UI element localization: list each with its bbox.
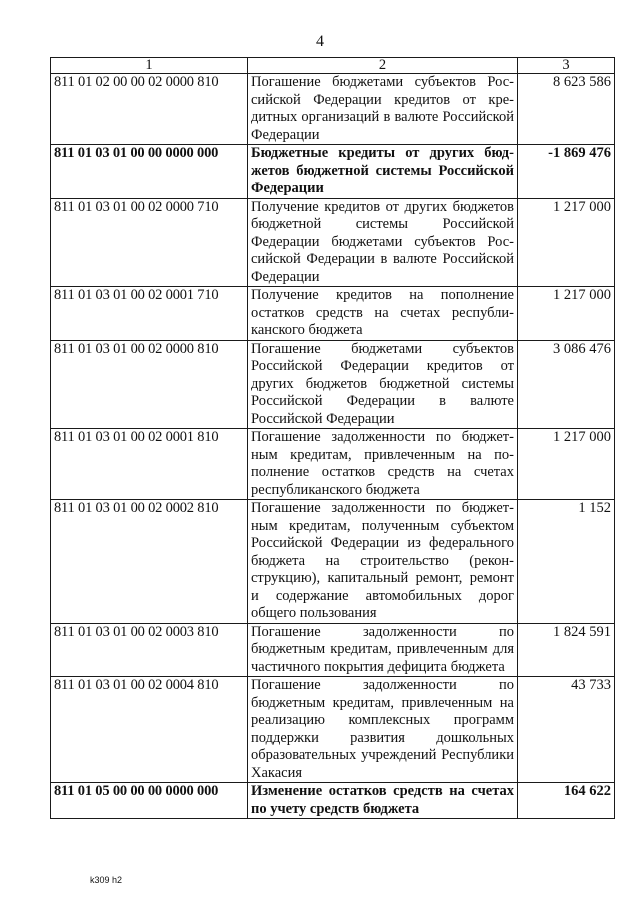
code-cell: 811 01 05 00 00 00 0000 000 — [51, 783, 248, 819]
description-cell: Погашение задолженности по бюджетным кредитам, привлеченным на пополнение остатков средств на счетах республиканского бюджета — [248, 429, 518, 500]
code-cell: 811 01 03 01 00 02 0002 810 — [51, 500, 248, 624]
description-cell: Погашение задолженности по бюджетным кредитам, полученным субъектом Российской Федерации из федерального бюджета на строительство (реконструкцию), капитальный ремонт, ремонт и содержание автомобильных дорог общего пользования — [248, 500, 518, 624]
description-cell: Погашение задолженности по бюджетным кредитам, привлеченным для частичного покрытия дефицита бюджета — [248, 623, 518, 677]
table-header-row — [51, 58, 615, 74]
page-number: 4 — [316, 33, 324, 50]
description-cell: Погашение бюджетами субъектов Российской Федерации кредитов от кредитных организаций в валюте Российской Федерации — [248, 74, 518, 145]
code-cell: 811 01 03 01 00 02 0000 810 — [51, 340, 248, 429]
table-row — [51, 145, 615, 199]
code-cell: 811 01 03 01 00 02 0003 810 — [51, 623, 248, 677]
code-cell: 811 01 02 00 00 02 0000 810 — [51, 74, 248, 145]
column-header-2: 2 — [248, 58, 518, 74]
column-header-1: 1 — [51, 58, 248, 74]
table-row — [51, 623, 615, 677]
description-cell: Бюджетные кредиты от других бюджетов бюджетной системы Российской Федерации — [248, 145, 518, 199]
table-row — [51, 677, 615, 783]
amount-cell: 1 217 000 — [518, 198, 615, 287]
code-cell: 811 01 03 01 00 02 0001 710 — [51, 287, 248, 341]
amount-cell: 1 217 000 — [518, 429, 615, 500]
column-header-3: 3 — [518, 58, 615, 74]
description-cell: Погашение бюджетами субъектов Российской Федерации кредитов от других бюджетов бюджетной системы Российской Федерации в валюте Российской Федерации — [248, 340, 518, 429]
table-row — [51, 340, 615, 429]
footer-code: k309 h2 — [90, 875, 123, 885]
table-row — [51, 429, 615, 500]
table-row — [51, 74, 615, 145]
amount-cell: 1 217 000 — [518, 287, 615, 341]
table-row — [51, 500, 615, 624]
amount-cell: 1 824 591 — [518, 623, 615, 677]
amount-cell: -1 869 476 — [518, 145, 615, 199]
code-cell: 811 01 03 01 00 02 0001 810 — [51, 429, 248, 500]
amount-cell: 8 623 586 — [518, 74, 615, 145]
table-body — [51, 74, 615, 819]
amount-cell: 164 622 — [518, 783, 615, 819]
table-row — [51, 198, 615, 287]
table-row — [51, 783, 615, 819]
amount-cell: 3 086 476 — [518, 340, 615, 429]
description-cell: Погашение задолженности по бюджетным кредитам, привлеченным на реализацию комплексных программ поддержки развития дошкольных образовательных учреждений Республики Хакасия — [248, 677, 518, 783]
code-cell: 811 01 03 01 00 02 0000 710 — [51, 198, 248, 287]
amount-cell: 1 152 — [518, 500, 615, 624]
description-cell: Изменение остатков средств на счетах по учету средств бюджета — [248, 783, 518, 819]
code-cell: 811 01 03 01 00 00 0000 000 — [51, 145, 248, 199]
description-cell: Получение кредитов от других бюджетов бюджетной системы Российской Федерации бюджетами субъектов Российской Федерации в валюте Российской Федерации — [248, 198, 518, 287]
description-cell: Получение кредитов на пополнение остатков средств на счетах республиканского бюджета — [248, 287, 518, 341]
budget-table — [50, 57, 615, 819]
table-row — [51, 287, 615, 341]
amount-cell: 43 733 — [518, 677, 615, 783]
code-cell: 811 01 03 01 00 02 0004 810 — [51, 677, 248, 783]
